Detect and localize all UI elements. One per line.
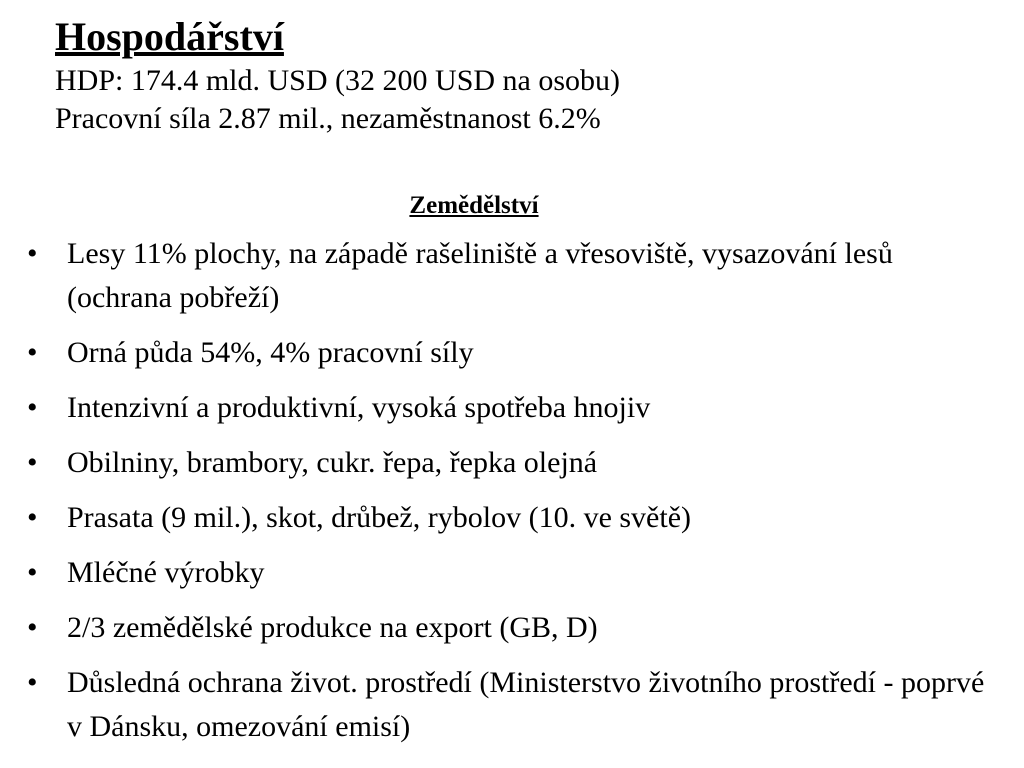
list-item (27, 661, 987, 749)
list-item (27, 551, 987, 595)
slide-title: Hospodářství (55, 14, 284, 59)
bullet-icon: • (27, 336, 38, 369)
list-item-text: Orná půda 54%, 4% pracovní síly (67, 336, 474, 369)
list-item (27, 441, 987, 485)
bullet-icon: • (27, 666, 38, 699)
bullet-icon: • (27, 446, 38, 479)
gdp-line: HDP: 174.4 mld. USD (32 200 USD na osobu) (55, 64, 621, 97)
list-item-text: Obilniny, brambory, cukr. řepa, řepka olejná (67, 446, 598, 479)
list-item-text: Prasata (9 mil.), skot, drůbež, rybolov (10. ve světě) (67, 501, 692, 534)
list-item (27, 232, 987, 320)
list-item (27, 386, 987, 430)
list-item-text: Mléčné výrobky (67, 556, 265, 589)
bullet-icon: • (27, 237, 38, 270)
labor-line: Pracovní síla 2.87 mil., nezaměstnanost 6.2% (55, 102, 601, 135)
list-item-text: Důsledná ochrana život. prostředí (Ministerstvo životního prostředí - poprvé v Dánsku, omezování emisí) (67, 666, 985, 743)
bullet-icon: • (27, 391, 38, 424)
bullet-icon: • (27, 501, 38, 534)
list-item-text: Intenzivní a produktivní, vysoká spotřeba hnojiv (67, 391, 651, 424)
section-heading: Zemědělství (409, 192, 539, 219)
bullet-icon: • (27, 611, 38, 644)
list-item (27, 606, 987, 650)
bullet-list (27, 232, 987, 760)
list-item-text: Lesy 11% plochy, na západě rašeliniště a vřesoviště, vysazování lesů (ochrana pobřeží) (67, 237, 893, 314)
slide-header (55, 12, 995, 138)
list-item (27, 331, 987, 375)
list-item (27, 496, 987, 540)
bullet-icon: • (27, 556, 38, 589)
list-item-text: 2/3 zemědělské produkce na export (GB, D) (67, 611, 598, 644)
